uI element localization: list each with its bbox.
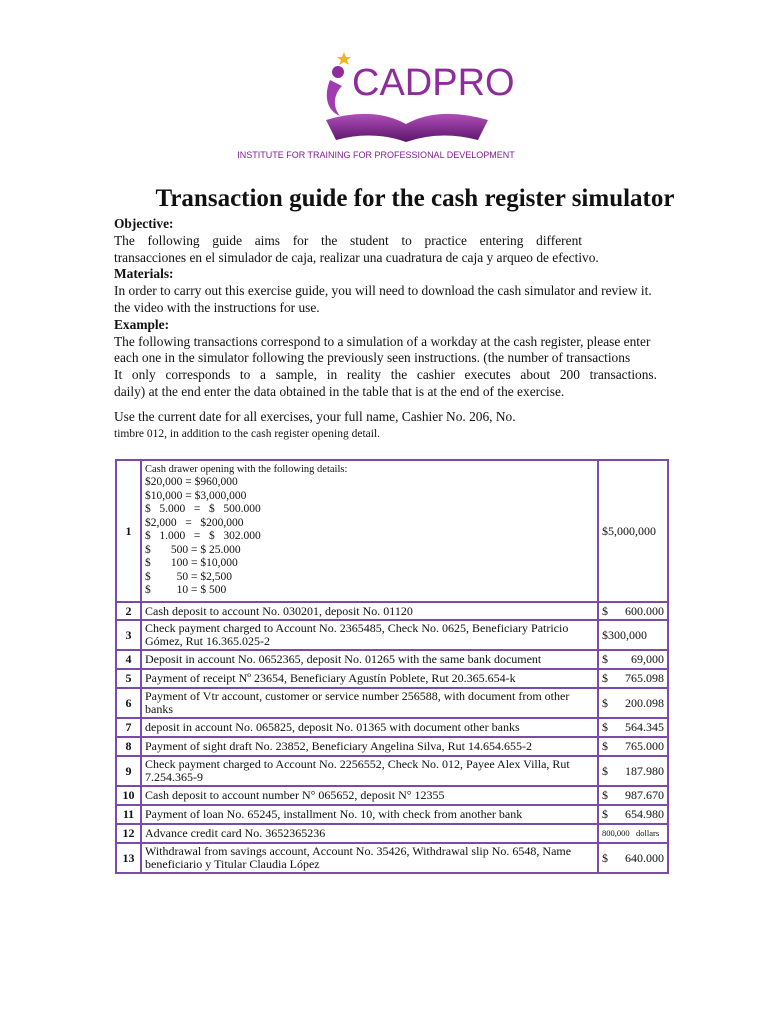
materials-heading: Materials: [114, 266, 174, 282]
row-number: 13 [116, 843, 141, 873]
currency-symbol: $ [602, 603, 608, 618]
materials-line-1: In order to carry out this exercise guide, you will need to download the cash simulator and review it. [114, 283, 652, 299]
row-description: Payment of Vtr account, customer or service number 256588, with document from other banks [141, 688, 598, 718]
row-amount [598, 650, 668, 669]
opening-denomination-line: $ 100 = $10,000 [145, 557, 238, 570]
currency-symbol: $ [602, 695, 608, 710]
amount-value: 640.000 [625, 850, 664, 865]
figure-body-icon [327, 80, 342, 116]
opening-denomination-line: $ 5.000 = $ 500.000 [145, 503, 261, 516]
row-description: Advance credit card No. 3652365236 [141, 824, 598, 843]
table-row [116, 620, 668, 650]
intro-text [114, 216, 700, 442]
amount-value: 600.000 [625, 603, 664, 618]
row-amount [598, 669, 668, 688]
row-number: 2 [116, 602, 141, 620]
objective-line-1: The following guide aims for the student to practice entering different [114, 232, 582, 248]
row-description: deposit in account No. 065825, deposit No. 01365 with document other banks [141, 718, 598, 737]
row-amount [598, 756, 668, 786]
institute-name: INSTITUTE FOR TRAINING FOR PROFESSIONAL DEVELOPMENT [237, 150, 515, 160]
row-description: Withdrawal from savings account, Account No. 35426, Withdrawal slip No. 6548, Name beneficiario y Titular Claudia López [141, 843, 598, 873]
row-number: 5 [116, 669, 141, 688]
logo-text: CADPRO [352, 62, 515, 104]
amount-value: 187.980 [625, 763, 664, 778]
example-line-3: It only corresponds to a sample, in reality the cashier executes about 200 transactions. [114, 367, 657, 383]
amount-value: 69,000 [631, 652, 664, 666]
table-row [116, 650, 668, 669]
transactions-table [115, 459, 669, 874]
row-number: 8 [116, 737, 141, 756]
currency-symbol: $ [602, 850, 608, 865]
opening-denomination-line: $2,000 = $200,000 [145, 516, 244, 529]
row-amount [598, 737, 668, 756]
table-row [116, 843, 668, 873]
row-amount [598, 805, 668, 824]
amount-value: 800,000 dollars [602, 828, 660, 838]
instruction-line-1: Use the current date for all exercises, your full name, Cashier No. 206, No. [114, 408, 516, 424]
row-description: Cash deposit to account number N° 065652, deposit N° 12355 [141, 786, 598, 805]
table-row [116, 737, 668, 756]
row-number: 10 [116, 786, 141, 805]
amount-value: 765.000 [625, 739, 664, 753]
currency-symbol: $ [602, 788, 608, 802]
row-amount [598, 620, 668, 650]
row-number: 6 [116, 688, 141, 718]
table-row [116, 688, 668, 718]
amount-value: 765.098 [625, 671, 664, 685]
amount-value: 987.670 [625, 788, 664, 802]
objective-line-2: transacciones en el simulador de caja, realizar una cuadratura de caja y arqueo de efectivo. [114, 249, 599, 265]
table-row [116, 824, 668, 843]
row-number: 7 [116, 718, 141, 737]
row-description: Check payment charged to Account No. 2256552, Check No. 012, Payee Alex Villa, Rut 7.254.365-9 [141, 756, 598, 786]
opening-denomination-line: $ 50 = $2,500 [145, 570, 232, 583]
example-line-4: daily) at the end enter the data obtained in the table that is at the end of the exercise. [114, 383, 565, 399]
amount-value: 654.980 [625, 807, 664, 821]
row-number: 9 [116, 756, 141, 786]
row-amount [598, 688, 668, 718]
row-amount [598, 786, 668, 805]
table-row [116, 718, 668, 737]
opening-denomination-line: $10,000 = $3,000,000 [145, 489, 247, 502]
row-amount [598, 718, 668, 737]
row-description: Check payment charged to Account No. 2365485, Check No. 0625, Beneficiary Patricio Gómez, Rut 16.365.025-2 [141, 620, 598, 650]
row-number: 3 [116, 620, 141, 650]
page-title: Transaction guide for the cash register simulator [155, 185, 675, 212]
opening-denomination-line: $ 1.000 = $ 302.000 [145, 530, 261, 543]
row-number: 12 [116, 824, 141, 843]
table-row [116, 786, 668, 805]
amount-value: $300,000 [602, 627, 647, 642]
opening-denomination-line: $ 10 = $ 500 [145, 584, 227, 597]
opening-denomination-line: $ 500 = $ 25.000 [145, 543, 241, 556]
instruction-line-2: timbre 012, in addition to the cash register opening detail. [114, 427, 381, 440]
amount-value: 200.098 [625, 695, 664, 710]
table-row [116, 805, 668, 824]
table-row [116, 756, 668, 786]
example-heading: Example: [114, 316, 170, 332]
currency-symbol: $ [602, 652, 608, 666]
figure-head-icon [332, 66, 344, 78]
row-number: 11 [116, 805, 141, 824]
materials-line-2: the video with the instructions for use. [114, 299, 320, 315]
row-description: Deposit in account No. 0652365, deposit No. 01265 with the same bank document [141, 650, 598, 669]
table-row [116, 602, 668, 620]
open-book-icon [326, 114, 488, 142]
row-amount [598, 602, 668, 620]
amount-value: 564.345 [625, 720, 664, 734]
row-amount: $5,000,000 [598, 460, 668, 602]
row-description: Cash deposit to account No. 030201, deposit No. 01120 [141, 602, 598, 620]
star-icon [337, 52, 351, 65]
row-number: 4 [116, 650, 141, 669]
currency-symbol: $ [602, 720, 608, 734]
row-number: 1 [116, 460, 141, 602]
example-line-2: each one in the simulator following the previously seen instructions. (the number of transactions [114, 350, 631, 366]
row-amount [598, 824, 668, 843]
opening-heading: Cash drawer opening with the following details: [145, 464, 348, 476]
currency-symbol: $ [602, 807, 608, 821]
currency-symbol: $ [602, 739, 608, 753]
objective-heading: Objective: [114, 216, 174, 231]
opening-denomination-line: $20,000 = $960,000 [145, 476, 238, 489]
currency-symbol: $ [602, 763, 608, 778]
row-description: Payment of sight draft No. 23852, Beneficiary Angelina Silva, Rut 14.654.655-2 [141, 737, 598, 756]
example-line-1: The following transactions correspond to a simulation of a workday at the cash register, please enter [114, 333, 651, 349]
currency-symbol: $ [602, 671, 608, 685]
row-description: Payment of receipt Nº 23654, Beneficiary Agustín Poblete, Rut 20.365.654-k [141, 669, 598, 688]
table-row [116, 669, 668, 688]
row-amount [598, 843, 668, 873]
table-row [116, 460, 668, 602]
row-description: Payment of loan No. 65245, installment No. 10, with check from another bank [141, 805, 598, 824]
opening-details [141, 460, 598, 602]
